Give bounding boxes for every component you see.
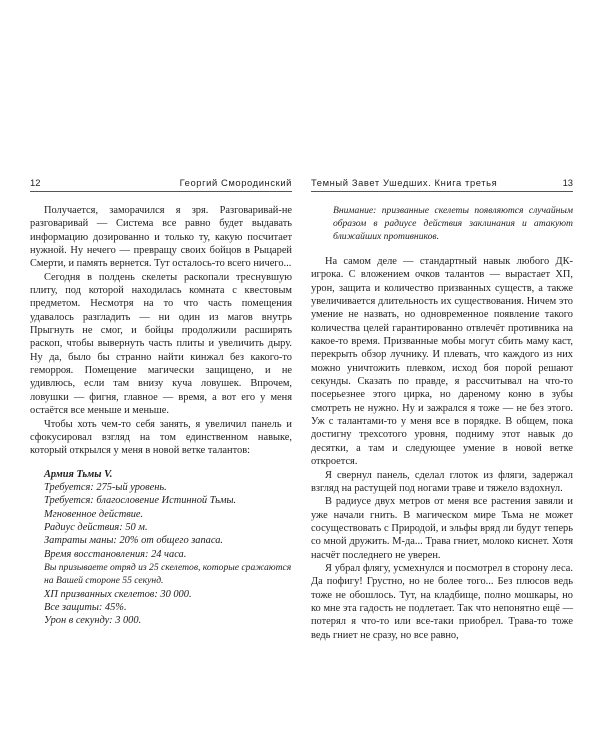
skill-line: Урон в секунду: 3 000. (44, 615, 142, 627)
skill-line: Время восстановления: 24 часа. (44, 548, 187, 560)
skill-name: Армия Тьмы V. (44, 468, 113, 480)
skill-line: Затраты маны: 20% от общего запаса. (44, 535, 224, 547)
paragraph: В радиусе двух метров от меня все растения завяли и уже начали гнить. В магическом мире Тьма не может сосуществовать с Природой, и эльфы вряд ли будут теперь со мной дружить. М-да... Трава гниет, молоко киснет. Хотя насчёт последнего не уверен. (311, 496, 573, 561)
skill-block (44, 468, 292, 628)
right-page-number: 13 (562, 177, 573, 188)
skill-line: Требуется: 275-ый уровень. (44, 481, 167, 493)
left-page-number: 12 (30, 177, 41, 188)
right-running-title: Темный Завет Ушедших. Книга третья (311, 177, 498, 188)
skill-line: Мгновенное действие. (44, 508, 144, 520)
skill-line: Все защиты: 45%. (44, 601, 127, 613)
skill-line: Радиус действия: 50 м. (44, 521, 148, 533)
paragraph: Я свернул панель, сделал глоток из фляги, задержал взгляд на растущей под ногами траве и тяжело вздохнул. (311, 469, 573, 494)
paragraph: На самом деле — стандартный навык любого ДК-игрока. С вложением очков талантов — вырастает ХП, урон, защита и количество призванных существ, а также увеличивается длительность их существования. Ничем это умение не назвать, но одновременное появление такого количества целей гарантированно отвлечёт противника на какое-то время. Призванные мобы могут сбить маму каст, перекрыть обзор лучнику. И плевать, что каждого из них можно уничтожить плевком, исход боя порой решают секунды. Сказать по правде, я рассчитывал на что-то посерьезнее этого цирка, но дареному коню в зубы смотреть не нужно. Ну и зажрался я тоже — не без этого. Уж с талантами-то у меня все в порядке. В общем, пока достигну трехсотого уровня, подниму этот навык до десятки, а там и следующее умение в новой ветке откроется. (311, 256, 573, 468)
paragraph: Я убрал флягу, усмехнулся и посмотрел в сторону леса. Да пофигу! Грустно, но не более того... Без плюсов ведь тоже не обошлось. Тут, на кладбище, полно мошкары, но ко мне эта гадость не подлетает. Так что непонятно ещё — потерял я что-то или все-таки приобрел. Трава-то тоже ведь гниет не сразу, но все равно, (311, 562, 573, 641)
right-page-header (311, 176, 573, 192)
left-page-header (30, 176, 292, 192)
paragraph: Сегодня в полдень скелеты раскопали треснувшую плиту, под которой находилась комната с квестовым предметом. Несмотря на то что часть помещения удавалось разгладить — ни один из магов внутрь Прыгнуть не смог, и бойцы продолжили расширять раскоп, чтобы вывернуть часть плиты и увеличить дыру. Ну да, было бы странно найти кинжал без какого-то геморроя. Помещение магически защищено, и не удивлюсь, если там внизу куча ловушек. Впрочем, ловушки — фигня, главное — время, а вот его у меня остаётся все меньше и меньше. (30, 271, 292, 417)
skill-line: Вы призываете отряд из 25 скелетов, которые сражаются на Вашей стороне 55 секунд. (44, 561, 292, 587)
left-page (30, 176, 292, 628)
right-page (311, 176, 573, 642)
notice-text: Внимание: призванные скелеты появляются случайным образом в радиусе действия заклинания и атакуют ближайших противников. (333, 205, 573, 242)
paragraph: Получается, заморачился я зря. Разговаривай-не разговаривай — Система все равно будет выдавать информацию дозированно и только ту, какую посчитает нужной. Ну нечего — превращу своих бойцов в Рыцарей Смерти, и память вернется. Тут осталось-то всего ничего... (30, 205, 292, 270)
skill-line: Требуется: благословение Истинной Тьмы. (44, 495, 237, 507)
skill-line: ХП призванных скелетов: 30 000. (44, 588, 192, 600)
left-running-title: Георгий Смородинский (179, 177, 292, 188)
paragraph: Чтобы хоть чем-то себя занять, я увеличил панель и сфокусировал взгляд на том единственном навыке, который открылся у меня в новой ветке талантов: (30, 418, 292, 457)
